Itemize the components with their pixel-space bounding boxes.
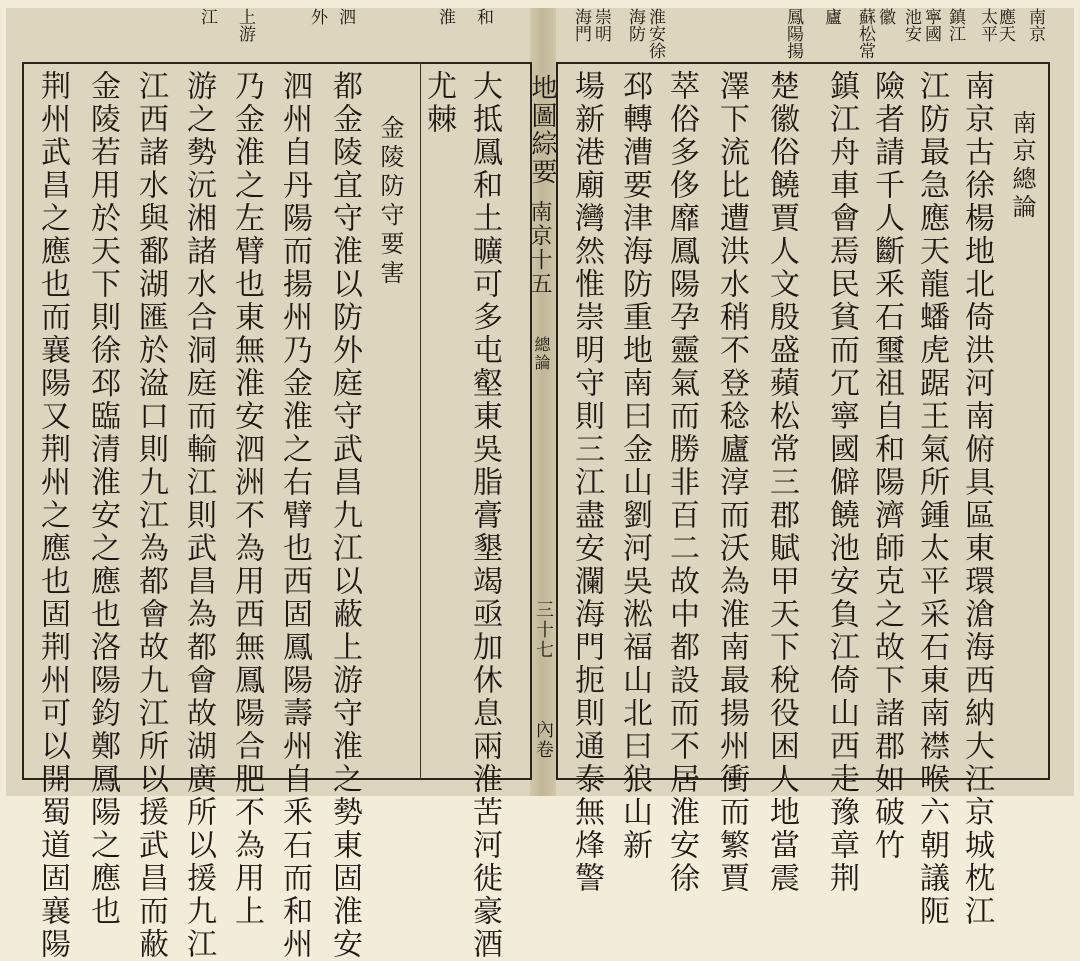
section-label: 南京十五 bbox=[527, 200, 552, 296]
text-column: 場新港廟灣然惟崇明守則三江盡安瀾海門扼則通泰無烽警 bbox=[569, 70, 604, 895]
margin-note: 蘇松常 bbox=[855, 8, 875, 59]
text-column: 南京古徐楊地北倚洪河南俯具區東環滄海西納大江京城枕江 bbox=[959, 70, 994, 928]
text-column: 萃俗多侈靡鳳陽孕靈氣而勝非百二故中都設而不居淮安徐 bbox=[664, 70, 699, 895]
margin-note: 崇明 bbox=[591, 8, 611, 42]
section-heading: 金陵防守要害 bbox=[376, 115, 404, 289]
text-column: 游之勢沅湘諸水合洞庭而輸江則武昌為都會故湖廣所以援九江 bbox=[181, 70, 216, 961]
margin-note: 太平 bbox=[977, 8, 997, 42]
left-divider-line bbox=[420, 62, 421, 780]
margin-note: 應天 bbox=[995, 8, 1015, 42]
left-frame-outer bbox=[22, 62, 24, 780]
text-column: 金陵若用於天下則徐邳臨清淮安之應也洛陽鈞鄭鳳陽之應也 bbox=[85, 70, 120, 928]
text-column: 都金陵宜守淮以防外庭守武昌九江以蔽上游守淮之勢東固淮安 bbox=[327, 70, 362, 961]
text-column: 江防最急應天龍蟠虎踞王氣所鍾太平采石東南襟喉六朝議阨 bbox=[914, 70, 949, 928]
text-column: 楚徽俗饒賈人文殷盛蘋松常三郡賦甲天下稅役困人地當震 bbox=[764, 70, 799, 895]
margin-note: 淮 bbox=[435, 8, 455, 25]
margin-note: 鳳陽揚 bbox=[783, 8, 803, 59]
text-column: 荆州武昌之應也而襄陽又荆州之應也固荆州可以開蜀道固襄陽 bbox=[35, 70, 70, 961]
text-column: 乃金淮之左臂也東無淮安泗洲不為用西無鳳陽合肥不為用上 bbox=[229, 70, 264, 928]
margin-note: 淮安徐 bbox=[645, 8, 665, 59]
text-column: 尤棘 bbox=[421, 70, 456, 136]
text-column: 泗州自丹陽而揚州乃金淮之右臂也西固鳳陽壽州自釆石而和州 bbox=[277, 70, 312, 961]
right-frame-outer bbox=[1048, 62, 1050, 780]
margin-note: 上游 bbox=[235, 8, 255, 42]
margin-note: 外 bbox=[307, 8, 327, 25]
text-column: 鎮江舟車會焉民貧而冗寧國僻饒池安負江倚山西走豫章荆 bbox=[824, 70, 859, 895]
margin-note: 海防 bbox=[625, 8, 645, 42]
text-column: 江西諸水與鄱湖匯於湓口則九江為都會故九江所以援武昌而蔽 bbox=[133, 70, 168, 961]
margin-note: 徽 bbox=[875, 8, 895, 25]
margin-note: 和 bbox=[473, 8, 493, 25]
volume-label: 內卷 bbox=[533, 720, 554, 760]
margin-note: 南京 bbox=[1025, 8, 1045, 42]
margin-note: 寧國 bbox=[921, 8, 941, 42]
text-column: 大抵鳳和土曠可多屯壑東吳脂膏墾竭亟加休息兩淮苦河徙豪酒 bbox=[467, 70, 502, 961]
margin-note: 廬 bbox=[821, 8, 841, 25]
margin-note: 池安 bbox=[901, 8, 921, 42]
margin-note: 泗 bbox=[335, 8, 355, 25]
right-page-title: 南京總論 bbox=[1008, 110, 1036, 222]
margin-note: 海門 bbox=[571, 8, 591, 42]
page-number: 三十七 bbox=[533, 600, 554, 660]
text-column: 邳轉漕要津海防重地南曰金山劉河吳淞福山北曰狼山新 bbox=[617, 70, 652, 862]
text-column: 澤下流比遭洪水稍不登稔廬淳而沃為淮南最揚州衝而繁賈 bbox=[714, 70, 749, 895]
margin-note: 江 bbox=[197, 8, 217, 25]
subsection-label: 總論 bbox=[532, 336, 551, 372]
book-title: 地圖綜要 bbox=[527, 74, 557, 186]
text-column: 險者請千人斷釆石璽祖自和陽濟師克之故下諸郡如破竹 bbox=[869, 70, 904, 862]
margin-note: 鎮江 bbox=[945, 8, 965, 42]
